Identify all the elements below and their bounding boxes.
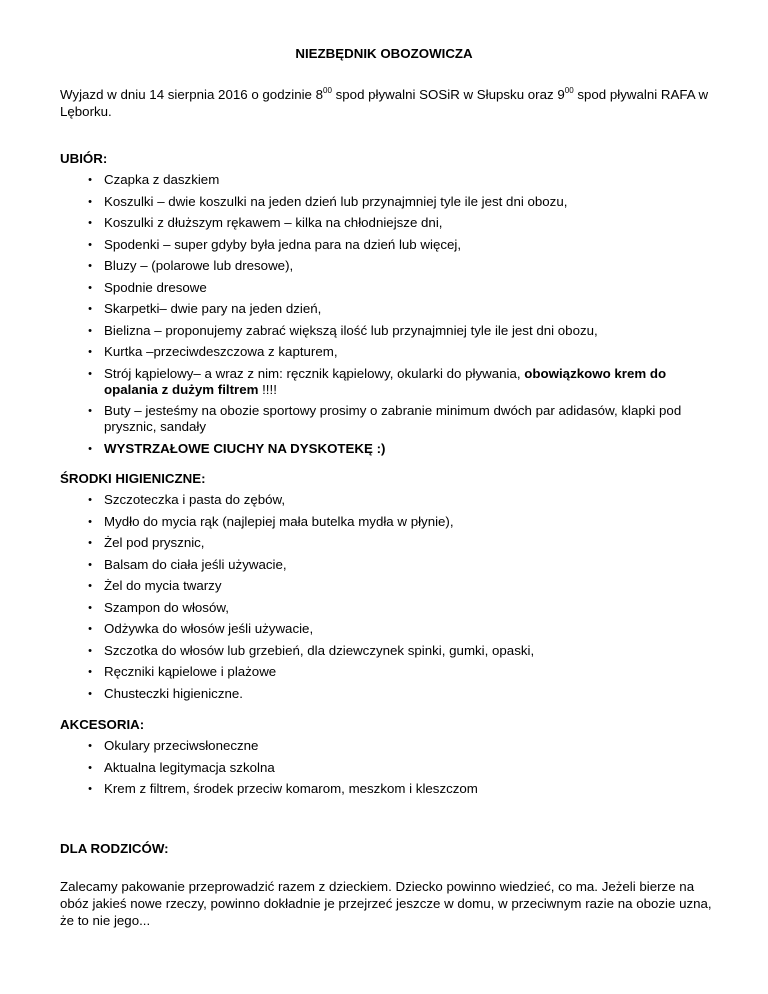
list-item [60, 322, 720, 339]
bullet-icon: • [88, 442, 92, 455]
section-heading-ubior: UBIÓR: [60, 151, 108, 166]
list-item [60, 193, 720, 210]
bullet-icon: • [88, 405, 92, 417]
list-item [60, 440, 720, 457]
list-item [60, 737, 720, 754]
list-item-text: Szampon do włosów, [104, 599, 229, 615]
list-item-text: Krem z filtrem, środek przeciw komarom, meszkom i kleszczom [104, 781, 478, 796]
list-item-text: Ręczniki kąpielowe i plażowe [104, 664, 277, 679]
bullet-icon: • [88, 558, 92, 571]
bullet-icon: • [88, 580, 92, 592]
list-item-text: Kurtka –przeciwdeszczowa z kapturem, [104, 344, 338, 359]
list-item-text: Chusteczki higieniczne. [104, 685, 243, 701]
list-item-text: Okulary przeciwsłoneczne [104, 738, 259, 753]
intro-paragraph [60, 86, 720, 120]
list-item [60, 343, 720, 360]
section-ubior [60, 150, 720, 461]
list-item [60, 491, 720, 508]
section-heading-srodki: ŚRODKI HIGIENICZNE: [60, 471, 206, 486]
list-item-text: Bluzy – (polarowe lub dresowe), [104, 258, 294, 273]
list-item-text-end: !!!! [258, 381, 277, 397]
list-item-bold-text: obowiązkowo krem do opalania z dużym filtrem [104, 365, 667, 397]
rodzice-paragraph: Zalecamy pakowanie przeprowadzić razem z dzieckiem. Dziecko powinno wiedzieć, co ma. Jeżeli bierze na obóz jakieś nowe rzeczy, powinno dokładnie je przejrzeć jeszcze w domu, w przeciwnym razie na obozie uzna, że to nie jego... [60, 879, 712, 928]
list-item-text: Żel pod prysznic, [104, 535, 205, 550]
list-item [60, 300, 720, 317]
bullet-icon: • [88, 666, 92, 678]
list-item [60, 577, 720, 594]
list-item [60, 642, 720, 659]
section-heading-akcesoria: AKCESORIA: [60, 717, 145, 732]
bullet-icon: • [88, 174, 92, 186]
section-rodzice [60, 840, 720, 857]
list-item [60, 663, 720, 680]
list-item [60, 556, 720, 573]
bullet-icon: • [88, 324, 92, 337]
list-item [60, 257, 720, 274]
bullet-icon: • [88, 494, 92, 506]
bullet-icon: • [88, 601, 92, 614]
list-srodki [60, 491, 720, 702]
bullet-icon: • [88, 644, 92, 657]
bullet-icon: • [88, 346, 92, 358]
list-item-text: Strój kąpielowy– a wraz z nim: ręcznik kąpielowy, okularki do pływania, [104, 365, 525, 381]
list-item-bold-text: WYSTRZAŁOWE CIUCHY NA DYSKOTEKĘ :) [104, 440, 386, 456]
bullet-icon: • [88, 537, 92, 549]
list-item-text: Odżywka do włosów jeśli używacie, [104, 621, 314, 636]
intro-text-1: Wyjazd w dniu 14 sierpnia 2016 o godzinie 8 [60, 87, 324, 102]
list-item [60, 513, 720, 530]
list-item-text: Szczoteczka i pasta do zębów, [104, 492, 286, 507]
bullet-icon: • [88, 238, 92, 251]
list-item-text: Czapka z daszkiem [104, 172, 220, 187]
list-akcesoria [60, 737, 720, 797]
list-item-text: Koszulki z dłuższym rękawem – kilka na chłodniejsze dni, [104, 215, 443, 230]
bullet-icon: • [88, 367, 92, 380]
bullet-icon: • [88, 515, 92, 528]
intro-text-3: spod pływalni RAFA w Lęborku. [60, 87, 709, 119]
list-item [60, 759, 720, 776]
list-item [60, 279, 720, 296]
intro-text-2: spod pływalni SOSiR w Słupsku oraz 9 [331, 87, 565, 102]
intro-time-sup-1: 00 [323, 86, 332, 95]
section-akcesoria [60, 716, 720, 802]
list-item [60, 534, 720, 551]
list-ubior [60, 171, 720, 457]
list-item [60, 214, 720, 231]
list-item [60, 685, 720, 702]
list-item-text: Mydło do mycia rąk (najlepiej mała butelka mydła w płynie), [104, 513, 454, 529]
bullet-icon: • [88, 623, 92, 635]
list-item-text: Balsam do ciała jeśli używacie, [104, 556, 287, 572]
bullet-icon: • [88, 687, 92, 700]
list-item [60, 599, 720, 616]
list-item-text: Spodenki – super gdyby była jedna para na dzień lub więcej, [104, 236, 462, 252]
intro-time-sup-2: 00 [564, 86, 574, 95]
bullet-icon: • [88, 260, 92, 272]
list-item [60, 402, 720, 435]
bullet-icon: • [88, 740, 92, 752]
bullet-icon: • [88, 761, 92, 774]
list-item [60, 365, 720, 398]
list-item-text: Aktualna legitymacja szkolna [104, 759, 275, 775]
bullet-icon: • [88, 783, 92, 795]
list-item-text: Bielizna – proponujemy zabrać większą ilość lub przynajmniej tyle ile jest dni obozu, [104, 322, 598, 338]
section-heading-rodzice: DLA RODZICÓW: [60, 841, 169, 856]
list-item-text: Koszulki – dwie koszulki na jeden dzień lub przynajmniej tyle ile jest dni obozu, [104, 193, 568, 209]
section-srodki [60, 470, 720, 706]
list-item-text: Spodnie dresowe [104, 279, 207, 295]
bullet-icon: • [88, 303, 92, 315]
list-item-text: Szczotka do włosów lub grzebień, dla dziewczynek spinki, gumki, opaski, [104, 642, 535, 658]
bullet-icon: • [88, 217, 92, 229]
list-item-text: Żel do mycia twarzy [104, 578, 222, 593]
list-item-text: Skarpetki– dwie pary na jeden dzień, [104, 301, 322, 316]
document-title: NIEZBĘDNIK OBOZOWICZA [295, 46, 473, 61]
bullet-icon: • [88, 281, 92, 294]
list-item-text: Buty – jesteśmy na obozie sportowy prosimy o zabranie minimum dwóch par adidasów, klapki pod prysznic, sandały [104, 403, 682, 434]
list-item [60, 780, 720, 797]
list-item [60, 171, 720, 188]
bullet-icon: • [88, 195, 92, 208]
list-item [60, 620, 720, 637]
list-item [60, 236, 720, 253]
